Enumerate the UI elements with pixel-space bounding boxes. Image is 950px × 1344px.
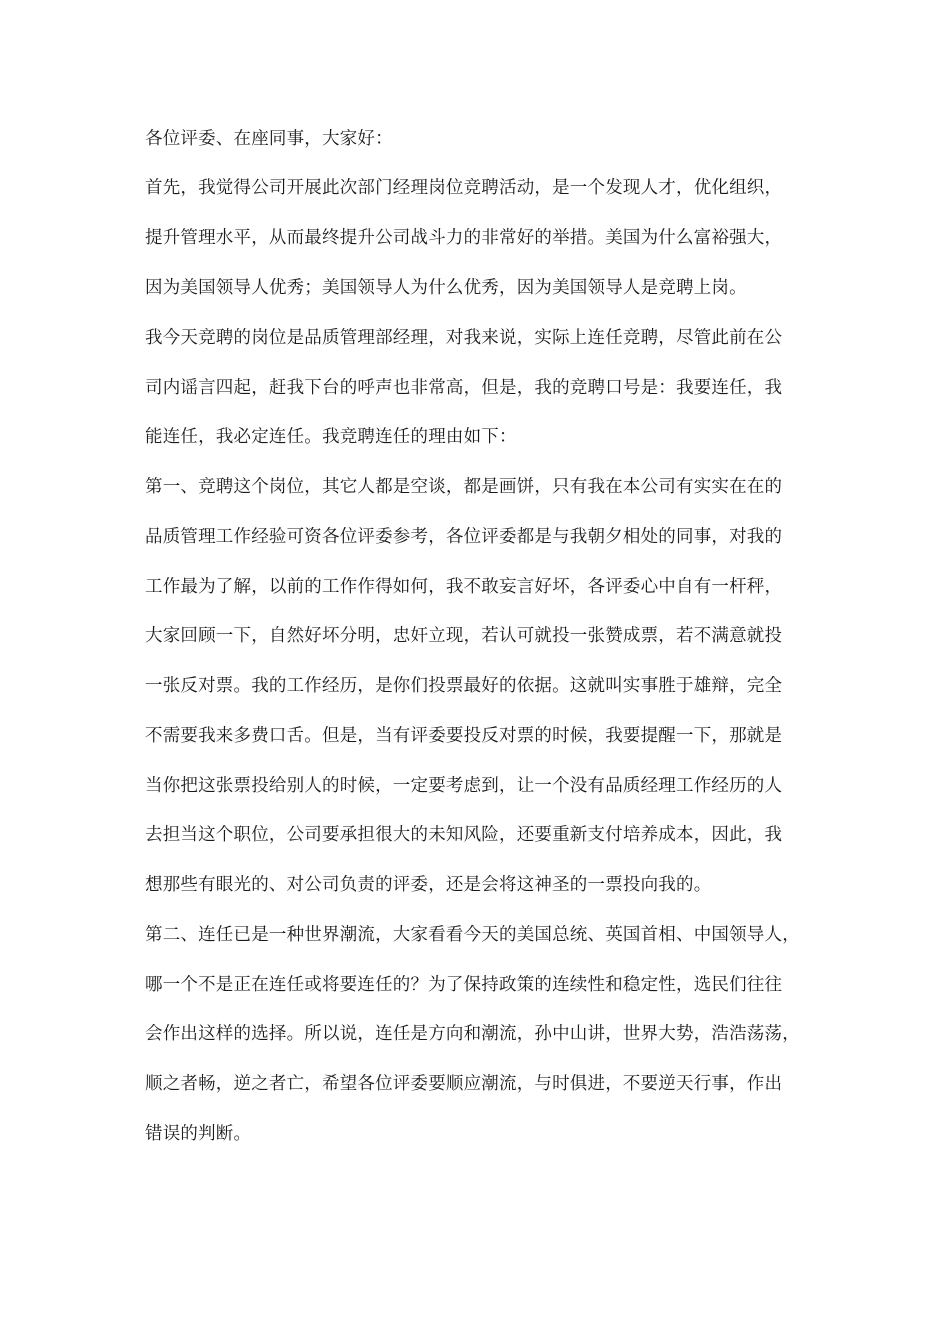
text-line: 当你把这张票投给别人的时候，一定要考虑到，让一个没有品质经理工作经历的人: [145, 776, 783, 796]
text-line: 各位评委、在座同事，大家好：: [145, 129, 393, 149]
text-line: 顺之者畅，逆之者亡，希望各位评委要顺应潮流，与时俱进，不要逆天行事，作出: [145, 1074, 783, 1094]
text-line: 第一、竞聘这个岗位，其它人都是空谈，都是画饼，只有我在本公司有实实在在的: [145, 477, 783, 497]
text-line: 第二、连任已是一种世界潮流，大家看看今天的美国总统、英国首相、中国领导人，: [145, 925, 800, 945]
text-line: 哪一个不是正在连任或将要连任的？为了保持政策的连续性和稳定性，选民们往往: [145, 975, 783, 995]
text-line: 会作出这样的选择。所以说，连任是方向和潮流，孙中山讲，世界大势，浩浩荡荡，: [145, 1024, 800, 1044]
text-line: 大家回顾一下，自然好坏分明，忠奸立现，若认可就投一张赞成票，若不满意就投: [145, 626, 783, 646]
text-line: 错误的判断。: [145, 1124, 252, 1144]
text-line: 一张反对票。我的工作经历，是你们投票最好的依据。这就叫实事胜于雄辩，完全: [145, 676, 783, 696]
text-line: 工作最为了解，以前的工作作得如何，我不敢妄言好坏，各评委心中自有一杆秤，: [145, 577, 783, 597]
text-line: 想那些有眼光的、对公司负责的评委，还是会将这神圣的一票投向我的。: [145, 875, 712, 895]
text-line: 因为美国领导人优秀；美国领导人为什么优秀，因为美国领导人是竞聘上岗。: [145, 278, 747, 298]
text-line: 能连任，我必定连任。我竞聘连任的理由如下：: [145, 427, 517, 447]
text-line: 品质管理工作经验可资各位评委参考，各位评委都是与我朝夕相处的同事，对我的: [145, 527, 783, 547]
text-line: 去担当这个职位，公司要承担很大的未知风险，还要重新支付培养成本，因此，我: [145, 825, 783, 845]
text-line: 首先，我觉得公司开展此次部门经理岗位竞聘活动，是一个发现人才，优化组织，: [145, 178, 783, 198]
text-line: 我今天竞聘的岗位是品质管理部经理，对我来说，实际上连任竞聘，尽管此前在公: [145, 328, 783, 348]
text-line: 提升管理水平，从而最终提升公司战斗力的非常好的举措。美国为什么富裕强大，: [145, 228, 783, 248]
text-line: 司内谣言四起，赶我下台的呼声也非常高，但是，我的竞聘口号是：我要连任，我: [145, 378, 783, 398]
text-line: 不需要我来多费口舌。但是，当有评委要投反对票的时候，我要提醒一下，那就是: [145, 726, 783, 746]
